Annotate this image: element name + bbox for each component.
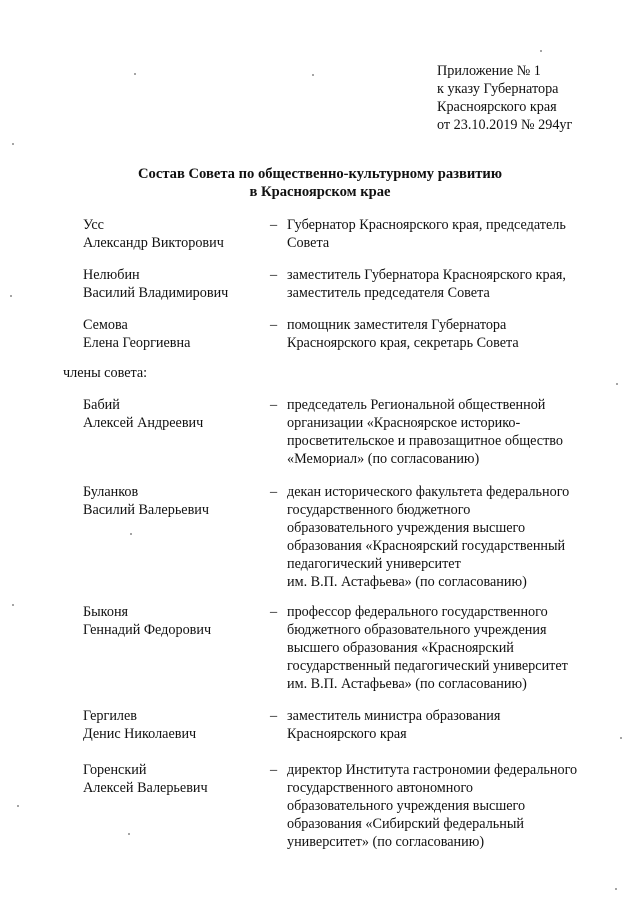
role-line: Совета — [287, 235, 330, 251]
person-surname: Усс — [83, 217, 104, 233]
role-line: образовательного учреждения высшего — [287, 520, 526, 536]
dash-separator: – — [270, 267, 278, 283]
person-role — [287, 603, 612, 693]
person-role — [287, 761, 612, 851]
role-line: «Мемориал» (по согласованию) — [287, 451, 480, 467]
role-line: педагогический университет — [287, 556, 461, 572]
person-given-name: Алексей Валерьевич — [83, 780, 208, 796]
role-line: им. В.П. Астафьева» (по согласованию) — [287, 676, 527, 692]
role-line: образовательного учреждения высшего — [287, 798, 526, 814]
role-line: заместитель председателя Совета — [287, 285, 490, 301]
appendix-line: Красноярского края — [437, 99, 557, 115]
role-line: Красноярского края — [287, 726, 407, 742]
person-given-name: Александр Викторович — [83, 235, 224, 251]
role-line: декан исторического факультета федерального — [287, 484, 570, 500]
person-surname: Нелюбин — [83, 267, 140, 283]
person-name — [83, 316, 263, 352]
role-line: Красноярского края, секретарь Совета — [287, 335, 519, 351]
dash-separator: – — [270, 762, 278, 778]
dash-separator: – — [270, 317, 278, 333]
person-name — [83, 266, 263, 302]
scan-speck — [12, 143, 14, 145]
appendix-line: к указу Губернатора — [437, 81, 559, 97]
role-line: директор Института гастрономии федерального — [287, 762, 578, 778]
person-surname: Буланков — [83, 484, 139, 500]
person-given-name: Денис Николаевич — [83, 726, 197, 742]
scan-speck — [615, 888, 617, 890]
role-line: университет» (по согласованию) — [287, 834, 485, 850]
role-line: высшего образования «Красноярский — [287, 640, 514, 656]
person-surname: Гергилев — [83, 708, 137, 724]
scan-speck — [312, 74, 314, 76]
person-name — [83, 216, 263, 252]
person-role — [287, 216, 612, 252]
scan-speck — [540, 50, 542, 52]
role-line: помощник заместителя Губернатора — [287, 317, 507, 333]
role-line: Губернатор Красноярского края, председатель — [287, 217, 566, 233]
scan-speck — [17, 805, 19, 807]
role-line: образования «Красноярский государственный — [287, 538, 566, 554]
role-line: государственный педагогический университет — [287, 658, 568, 674]
title-line-2: в Красноярском крае — [249, 184, 391, 200]
person-given-name: Елена Георгиевна — [83, 335, 191, 351]
appendix-line: от 23.10.2019 № 294уг — [437, 117, 573, 133]
person-surname: Семова — [83, 317, 128, 333]
role-line: им. В.П. Астафьева» (по согласованию) — [287, 574, 527, 590]
person-role — [287, 266, 612, 302]
person-role — [287, 396, 612, 468]
person-name — [83, 396, 263, 432]
person-surname: Горенский — [83, 762, 147, 778]
role-line: заместитель Губернатора Красноярского края, — [287, 267, 566, 283]
role-line: государственного бюджетного — [287, 502, 471, 518]
person-given-name: Василий Владимирович — [83, 285, 229, 301]
document-title — [0, 165, 640, 201]
scan-speck — [12, 604, 14, 606]
role-line: заместитель министра образования — [287, 708, 501, 724]
dash-separator: – — [270, 708, 278, 724]
role-line: бюджетного образовательного учреждения — [287, 622, 547, 638]
dash-separator: – — [270, 484, 278, 500]
person-given-name: Василий Валерьевич — [83, 502, 210, 518]
person-role — [287, 316, 612, 352]
scan-speck — [134, 73, 136, 75]
role-line: профессор федерального государственного — [287, 604, 548, 620]
dash-separator: – — [270, 604, 278, 620]
scan-speck — [620, 737, 622, 739]
person-name — [83, 603, 263, 639]
person-name — [83, 483, 263, 519]
person-given-name: Алексей Андреевич — [83, 415, 204, 431]
appendix-header — [437, 62, 627, 134]
dash-separator: – — [270, 397, 278, 413]
person-given-name: Геннадий Федорович — [83, 622, 212, 638]
scan-speck — [10, 295, 12, 297]
scan-speck — [616, 383, 618, 385]
scan-speck — [130, 533, 132, 535]
person-name — [83, 761, 263, 797]
person-role — [287, 707, 612, 743]
appendix-line: Приложение № 1 — [437, 63, 541, 79]
role-line: государственного автономного — [287, 780, 474, 796]
person-name — [83, 707, 263, 743]
dash-separator: – — [270, 217, 278, 233]
role-line: организации «Красноярское историко- — [287, 415, 521, 431]
role-line: председатель Региональной общественной — [287, 397, 546, 413]
role-line: образования «Сибирский федеральный — [287, 816, 524, 832]
person-role — [287, 483, 612, 591]
person-surname: Быконя — [83, 604, 129, 620]
title-line-1: Состав Совета по общественно-культурному развитию — [138, 166, 502, 182]
role-line: просветительское и правозащитное общество — [287, 433, 563, 449]
members-label: члены совета: — [63, 365, 148, 381]
scan-speck — [128, 833, 130, 835]
person-surname: Бабий — [83, 397, 120, 413]
